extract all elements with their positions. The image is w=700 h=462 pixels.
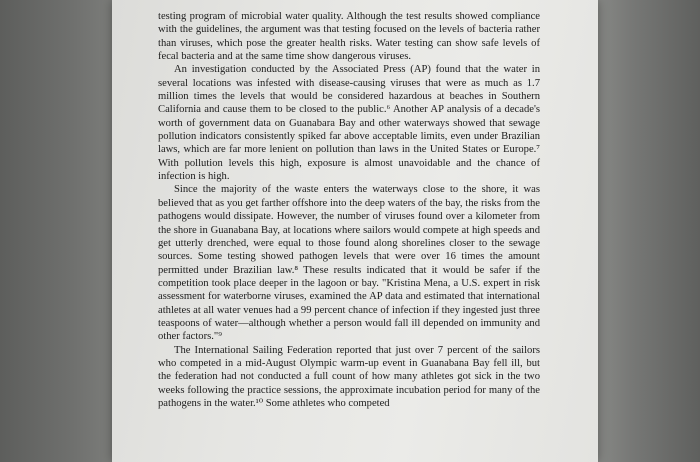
paragraph-1: testing program of microbial water quality. Although the test results showed compliance with the guidelines, the argument was that testing focused on the levels of bacteria rather than viruses, which pose the greater health risks. Water testing can show safe levels of fecal bacteria and at the same time show dangerous viruses. [158, 11, 540, 63]
paragraph-3: Since the majority of the waste enters the waterways close to the shore, it was believed that as you get farther offshore into the deep waters of the bay, the risks from the pathogens would dissipate. However, the number of viruses found over a kilometer from the shore in Guanabana Bay, at locations where sailors would compete at high speeds and get utterly drenched, were equal to those found along shorelines closer to the sewage sources. Some testing showed pathogen levels that were over 16 times the amount permitted under Brazilian law.⁸ These results indicated that it would be safer if the competition took place deeper in the lagoon or bay. "Kristina Mena, a U.S. expert in risk assessment for waterborne viruses, examined the AP data and estimated that international athletes at all water venues had a 99 percent chance of infection if they ingested just three teaspoons of water—although whether a person would fall ill depended on immunity and other factors."⁹ [158, 184, 540, 343]
backdrop-left [0, 0, 120, 462]
book-page [112, 0, 598, 462]
paragraph-4: The International Sailing Federation reported that just over 7 percent of the sailors who competed in a mid-August Olympic warm-up event in Guanabana Bay fell ill, but the federation had not conducted a full count of how many athletes got sick in the two weeks following the practice sessions, the approximate incubation period for many of the pathogens in the water.¹⁰ Some athletes who competed [158, 344, 540, 409]
page-body-text [158, 10, 540, 410]
paragraph-2: An investigation conducted by the Associated Press (AP) found that the water in several locations was infested with disease-causing viruses that were as much as 1.7 million times the levels that would be considered hazardous at beaches in Southern California and cause them to be closed to the public.⁶ Another AP analysis of a decade's worth of government data on Guanabara Bay and other waterways showed that sewage pollution indicators consistently spiked far above acceptable limits, even under Brazilian laws, which are far more lenient on pollution than laws in the United States or Europe.⁷ With pollution levels this high, exposure is almost unavoidable and the chance of infection is high. [158, 64, 540, 183]
backdrop-right [590, 0, 700, 462]
